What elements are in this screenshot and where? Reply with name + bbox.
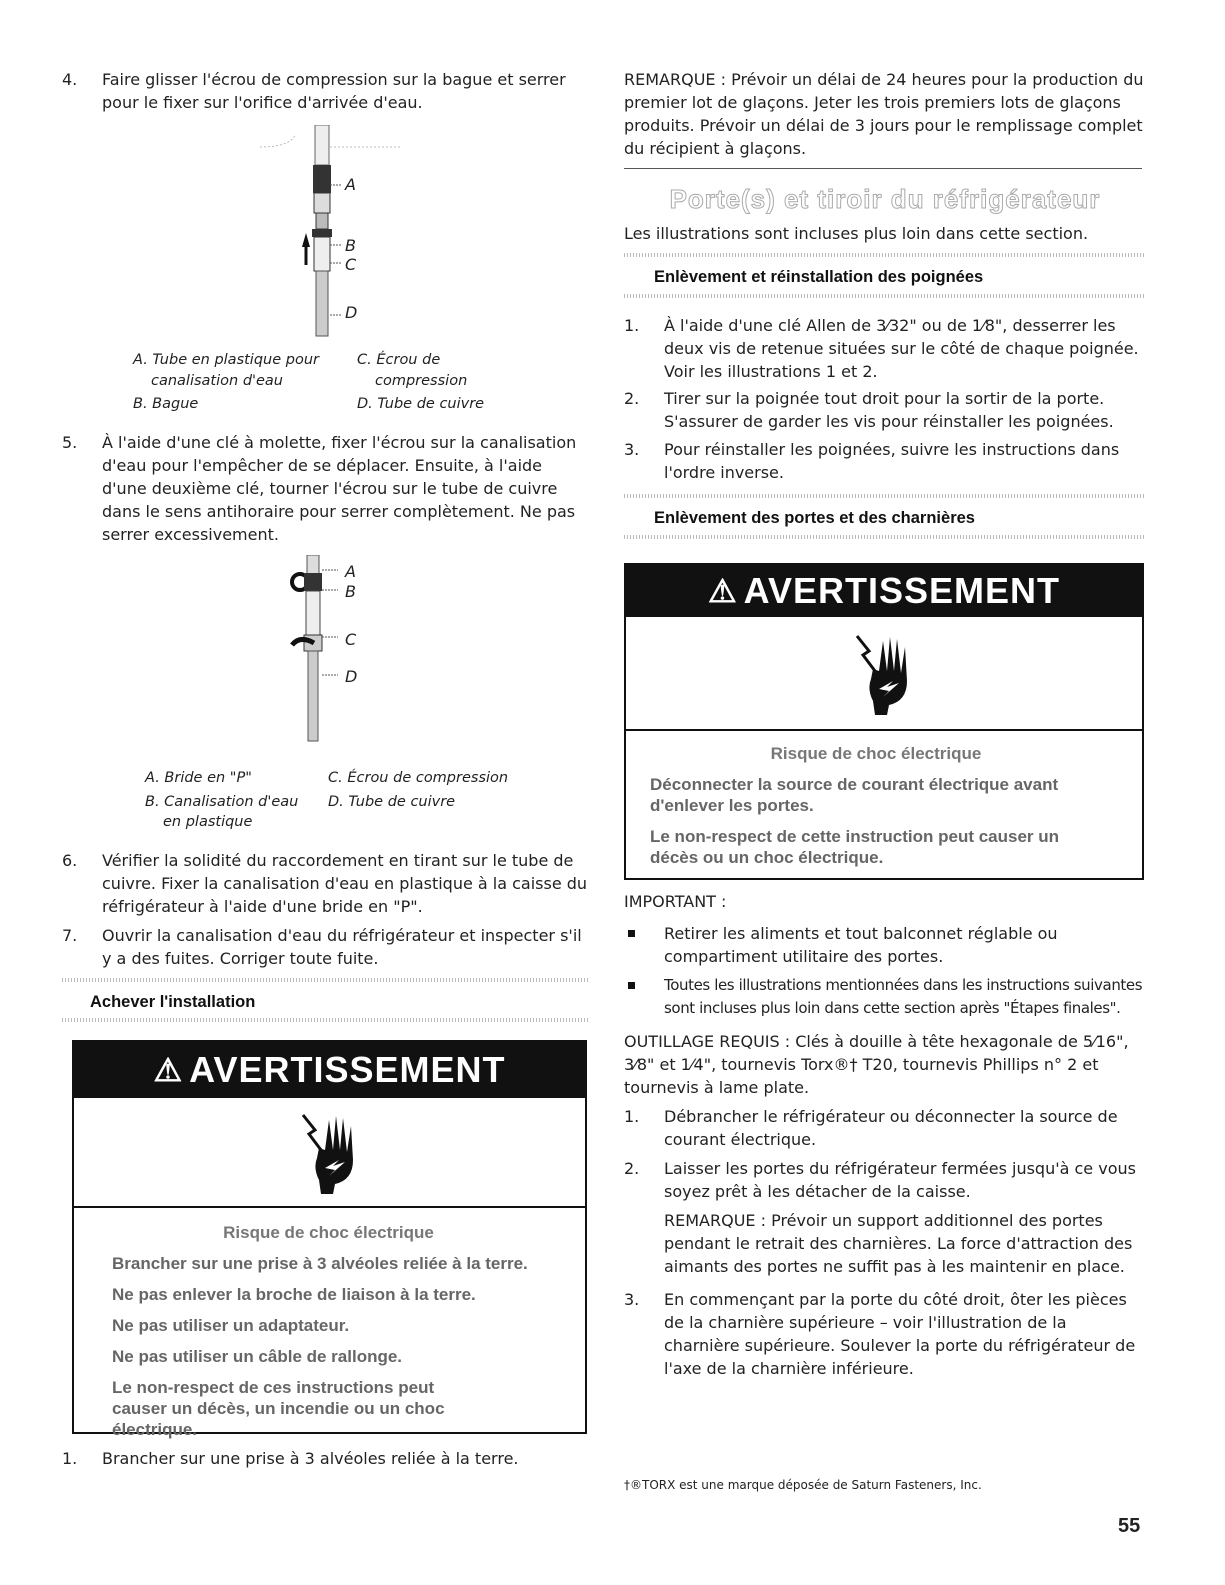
warning-icon-panel [626, 617, 1142, 731]
warning-title: Risque de choc électrique [770, 744, 982, 763]
step-number: 1. [62, 1449, 78, 1468]
step-text: Vérifier la solidité du raccordement en tirant sur le tube de cuivre. Fixer la canalisation d'eau en plastique à la caisse du réfrigérateur à l'aide d'une bride en "P". [102, 851, 588, 916]
divider [624, 535, 1144, 539]
warning-banner [626, 565, 1142, 617]
step-number: 5. [62, 433, 78, 452]
step-text: Laisser les portes du réfrigérateur fermées jusqu'à ce vous soyez prêt à les détacher de la caisse. [664, 1159, 1136, 1201]
section-subheading: Achever l'installation [90, 993, 256, 1011]
step-number: 7. [62, 926, 78, 945]
step-text: Brancher sur une prise à 3 alvéoles reliée à la terre. [102, 1449, 519, 1468]
note-ice-production: REMARQUE : Prévoir un délai de 24 heures pour la production du premier lot de glaçons. Jeter les trois premiers lots de glaçons produits. Prévoir un délai de 3 jours pour le remplissage complet du récipient à glaçons. [624, 70, 1144, 158]
fig1-label-c: C [345, 255, 357, 274]
warning-icon-panel [74, 1098, 585, 1208]
section-title: Porte(s) et tiroir du réfrigérateur [669, 184, 1101, 214]
step-text: Débrancher le réfrigérateur ou déconnecter la source de courant électrique. [664, 1107, 1118, 1149]
fig1-caption-c2: compression [375, 373, 468, 389]
step-number: 6. [62, 851, 78, 870]
important-label: IMPORTANT : [624, 892, 727, 911]
fig2-caption-b2: en plastique [163, 814, 253, 830]
step-number: 4. [62, 70, 78, 89]
fig1-caption-b: B. Bague [133, 396, 199, 412]
step-number: 1. [624, 1107, 640, 1126]
warning-title: Risque de choc électrique [223, 1223, 434, 1242]
handle-step-3 [624, 438, 1144, 484]
divider [624, 294, 1144, 298]
divider [624, 168, 1142, 169]
step-1-final [62, 1447, 588, 1470]
warning-box-doors [624, 563, 1144, 880]
door-step-3 [624, 1288, 1144, 1380]
tools-required: OUTILLAGE REQUIS : Clés à douille à tête hexagonale de 5⁄16", 3⁄8" et 1⁄4", tournevis Torx®† T20, tournevis Phillips n° 2 et tournevis à lame plate. [624, 1032, 1129, 1097]
fig1-caption-d: D. Tube de cuivre [357, 396, 485, 412]
fig2-label-a: A [345, 562, 356, 581]
step-text: En commençant par la porte du côté droit, ôter les pièces de la charnière supérieure – voir l'illustration de la charnière supérieure. Soulever la porte du réfrigérateur de l'axe de la charnière inférieure. [664, 1290, 1136, 1378]
step-text: Tirer sur la poignée tout droit pour la sortir de la porte. S'assurer de garder les vis pour réinstaller les poignées. [664, 389, 1114, 431]
door-step-2 [624, 1157, 1144, 1203]
subheading-handles: Enlèvement et réinstallation des poignées [654, 268, 984, 286]
divider [624, 253, 1144, 257]
section-intro: Les illustrations sont incluses plus loin dans cette section. [624, 224, 1089, 243]
door-step-1 [624, 1105, 1144, 1151]
step-number: 3. [624, 440, 640, 459]
warning-banner-label: AVERTISSEMENT [743, 570, 1061, 611]
fig1-label-b: B [345, 236, 356, 255]
step-number: 3. [624, 1290, 640, 1309]
page-number: 55 [1118, 1515, 1141, 1537]
fig2-label-d: D [345, 667, 358, 686]
fig1-caption-c1: C. Écrou de [357, 352, 441, 368]
fig2-caption-c: C. Écrou de compression [328, 770, 509, 786]
warning-triangle-icon: ⚠ [153, 1052, 184, 1088]
electric-shock-icon [849, 631, 919, 716]
divider [624, 494, 1144, 498]
note-door-support: REMARQUE : Prévoir un support additionnel des portes pendant le retrait des charnières. La force d'attraction des aimants des portes ne suffit pas à les maintenir en place. [664, 1211, 1133, 1276]
step-number: 1. [624, 316, 640, 335]
step-6 [62, 849, 588, 918]
warning-line: Ne pas utiliser un adaptateur. [112, 1316, 350, 1335]
warning-line: Le non-respect de cette instruction peut causer un décès ou un choc électrique. [650, 827, 1060, 867]
bullet-item [624, 922, 1144, 968]
footnote: †®TORX est une marque déposée de Saturn Fasteners, Inc. [624, 1478, 982, 1492]
step-5 [62, 431, 588, 546]
warning-line: Ne pas enlever la broche de liaison à la terre. [112, 1285, 476, 1304]
step-text: À l'aide d'une clé à molette, fixer l'écrou sur la canalisation d'eau pour l'empêcher de se déplacer. Ensuite, à l'aide d'une deuxième clé, tourner l'écrou sur le tube de cuivre dans le sens antihoraire pour serrer complètement. Ne pas serrer excessivement. [102, 433, 577, 544]
electric-shock-icon [295, 1110, 365, 1195]
step-text: Ouvrir la canalisation d'eau du réfrigérateur et inspecter s'il y a des fuites. Corriger toute fuite. [102, 926, 582, 968]
warning-text [626, 731, 1142, 868]
handle-step-2 [624, 387, 1144, 433]
warning-line: Ne pas utiliser un câble de rallonge. [112, 1347, 403, 1366]
warning-line: Déconnecter la source de courant électrique avant d'enlever les portes. [650, 775, 1059, 815]
warning-banner [74, 1042, 585, 1098]
step-text: Faire glisser l'écrou de compression sur la bague et serrer pour le fixer sur l'orifice d'arrivée d'eau. [102, 70, 566, 112]
warning-banner-label: AVERTISSEMENT [189, 1049, 506, 1090]
subheading-doors: Enlèvement des portes et des charnières [654, 509, 975, 527]
bullet-text: Toutes les illustrations mentionnées dans les instructions suivantes sont incluses plus loin dans cette section après "Étapes finales". [664, 976, 1143, 1017]
bullet-text: Retirer les aliments et tout balconnet réglable ou compartiment utilitaire des portes. [664, 924, 1058, 966]
step-4 [62, 68, 588, 114]
warning-line: Brancher sur une prise à 3 alvéoles reliée à la terre. [112, 1254, 528, 1273]
warning-triangle-icon: ⚠ [707, 573, 738, 609]
step-number: 2. [624, 1159, 640, 1178]
warning-box-grounding [72, 1040, 587, 1439]
step-text: À l'aide d'une clé Allen de 3⁄32" ou de 1⁄8", desserrer les deux vis de retenue situées sur le côté de chaque poignée. Voir les illustrations 1 et 2. [664, 316, 1139, 381]
fig2-caption-a: A. Bride en "P" [145, 770, 252, 786]
warning-line: Le non-respect de ces instructions peut causer un décès, un incendie ou un choc électrique. [112, 1378, 445, 1439]
warning-text [74, 1208, 585, 1440]
step-text: Pour réinstaller les poignées, suivre les instructions dans l'ordre inverse. [664, 440, 1120, 482]
fig1-caption-a2: canalisation d'eau [151, 373, 284, 389]
figure-compression-fitting [250, 125, 410, 340]
fig1-caption-a1: A. Tube en plastique pour [133, 352, 319, 368]
divider [62, 1018, 588, 1022]
handle-step-1 [624, 314, 1144, 383]
fig1-label-d: D [345, 303, 358, 322]
fig1-label-a: A [345, 175, 356, 194]
step-7 [62, 924, 588, 970]
step-number: 2. [624, 389, 640, 408]
bullet-square-icon [628, 982, 635, 989]
bullet-item [624, 974, 1144, 1020]
fig2-label-c: C [345, 630, 357, 649]
divider [62, 978, 588, 982]
fig2-label-b: B [345, 582, 356, 601]
fig2-caption-b1: B. Canalisation d'eau [145, 794, 299, 810]
fig2-caption-d: D. Tube de cuivre [328, 794, 456, 810]
bullet-square-icon [628, 930, 635, 937]
